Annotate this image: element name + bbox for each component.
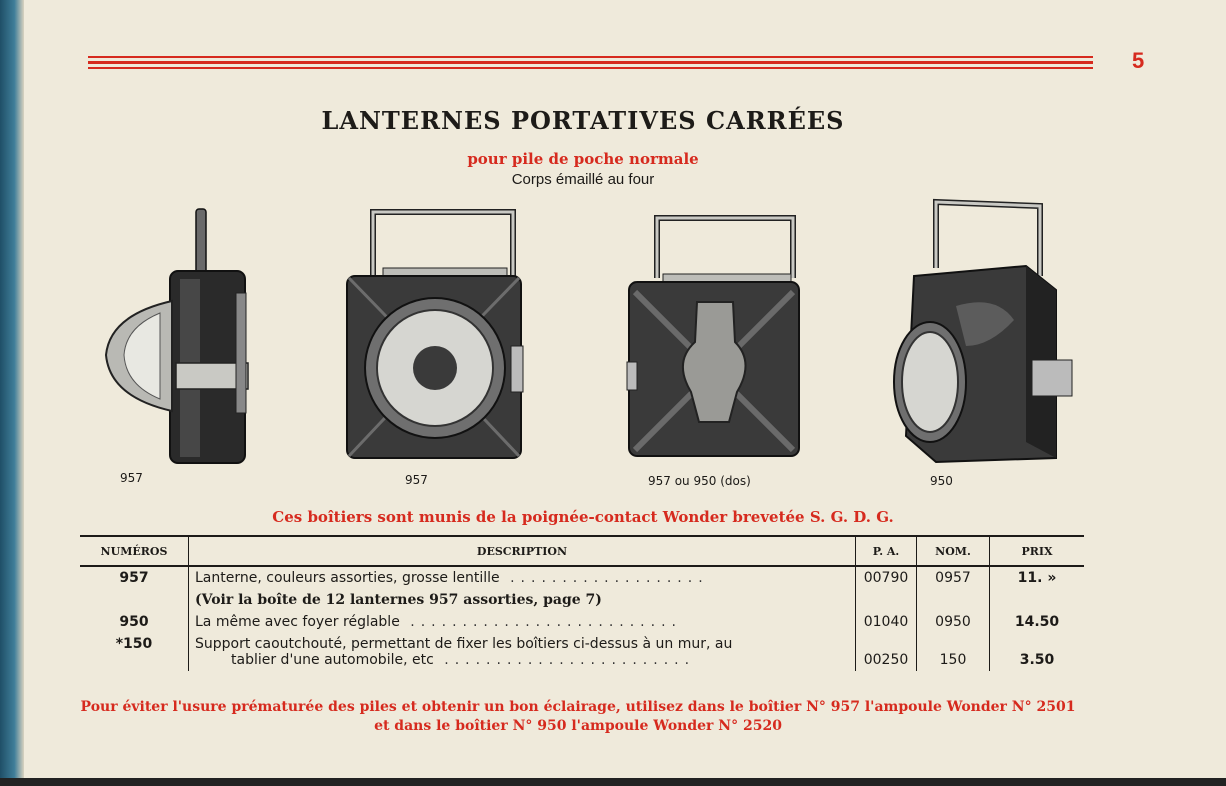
patent-notice: Ces boîtiers sont munis de la poignée-contact Wonder brevetée S. G. D. G.	[272, 508, 894, 526]
column-header-nom: NOM.	[917, 536, 990, 566]
page-subtitle-secondary: Corps émaillé au four	[511, 171, 655, 188]
item-price: 11. »	[990, 566, 1085, 589]
table-note-row	[80, 589, 1084, 611]
item-description: La même avec foyer réglable ..........................	[189, 611, 856, 633]
column-header-price: PRIX	[990, 536, 1085, 566]
figure-caption: 957 ou 950 (dos)	[648, 474, 751, 488]
description-text: La même avec foyer réglable	[195, 614, 400, 630]
item-pa: 00250	[856, 633, 917, 671]
item-nom: 150	[917, 633, 990, 671]
item-number: *150	[115, 636, 153, 652]
footnote-line: Pour éviter l'usure prématurée des piles et obtenir un bon éclairage, utilisez dans le boîtier N° 957 l'ampoule Wonder N° 2501	[80, 699, 1076, 715]
item-description: Support caoutchouté, permettant de fixer les boîtiers ci-dessus à un mur, au tablier d'une automobile, etc ........................	[189, 633, 856, 671]
page-title: LANTERNES PORTATIVES CARRÉES	[321, 106, 845, 135]
column-header-description: DESCRIPTION	[189, 536, 856, 566]
column-header-pa: P. A.	[856, 536, 917, 566]
item-number: 950	[119, 614, 149, 630]
item-note: (Voir la boîte de 12 lanternes 957 assorties, page 7)	[189, 589, 856, 611]
figure-caption: 957	[405, 473, 428, 487]
item-nom: 0950	[917, 611, 990, 633]
figure-caption: 950	[930, 474, 953, 488]
table-header-row	[80, 536, 1084, 566]
table-row	[80, 633, 1084, 671]
header-rule	[88, 61, 1093, 64]
item-description: Lanterne, couleurs assorties, grosse lentille ...................	[189, 566, 856, 589]
table-row	[80, 611, 1084, 633]
item-number: 957	[119, 570, 149, 586]
description-text: Lanterne, couleurs assorties, grosse lentille	[195, 570, 500, 586]
page-subtitle: pour pile de poche normale	[467, 150, 699, 168]
lantern-three-quarter-view-illustration	[886, 196, 1078, 468]
item-nom: 0957	[917, 566, 990, 589]
table-row	[80, 566, 1084, 589]
item-price: 14.50	[990, 611, 1085, 633]
price-table	[80, 535, 1084, 671]
description-text-continued: tablier d'une automobile, etc	[231, 652, 434, 668]
lantern-back-view-illustration	[625, 212, 803, 460]
item-price: 3.50	[990, 633, 1085, 671]
page-number: 5	[1132, 48, 1145, 73]
lantern-side-view-illustration	[100, 205, 250, 467]
item-pa: 01040	[856, 611, 917, 633]
item-pa: 00790	[856, 566, 917, 589]
page-bottom-edge	[0, 778, 1226, 786]
description-text: Support caoutchouté, permettant de fixer les boîtiers ci-dessus à un mur, au	[195, 636, 733, 652]
lantern-front-view-illustration	[343, 206, 525, 462]
bulb-footnote	[0, 698, 1156, 736]
header-rule	[88, 56, 1093, 58]
column-header-numbers: NUMÉROS	[80, 536, 189, 566]
footnote-line: et dans le boîtier N° 950 l'ampoule Wonder N° 2520	[374, 718, 782, 734]
header-rule	[88, 67, 1093, 69]
figure-caption: 957	[120, 471, 143, 485]
